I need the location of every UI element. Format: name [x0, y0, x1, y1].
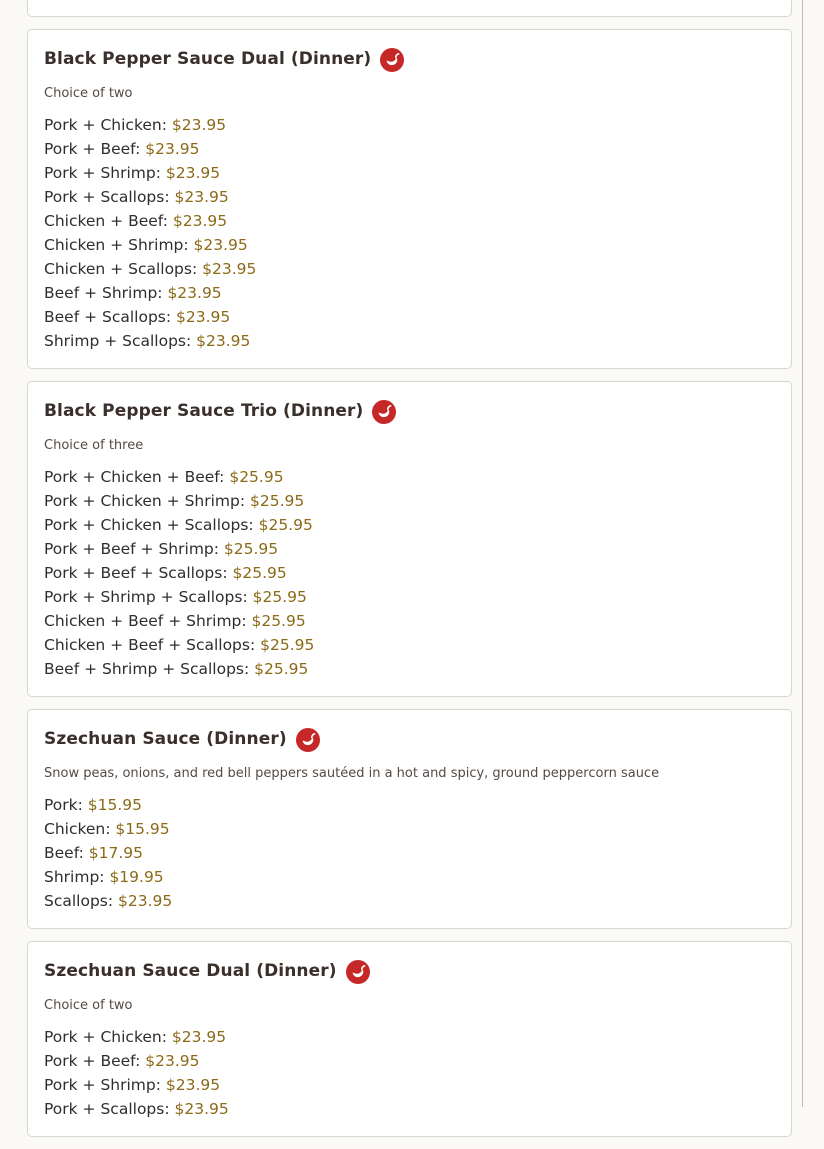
price-item-label: Chicken + Shrimp: — [44, 236, 194, 254]
price-item-label: Pork + Beef + Shrimp: — [44, 540, 224, 558]
price-item-price: $23.95 — [167, 284, 222, 302]
page-right-border — [802, 0, 803, 1107]
menu-card — [27, 709, 792, 929]
price-item-price: $25.95 — [232, 564, 287, 582]
price-item-label: Pork + Chicken + Shrimp: — [44, 492, 250, 510]
price-item — [44, 841, 775, 865]
price-item — [44, 305, 775, 329]
price-item-price: $23.95 — [196, 332, 251, 350]
price-item — [44, 609, 775, 633]
menu-card — [27, 381, 792, 697]
price-item-label: Pork: — [44, 796, 88, 814]
price-item-price: $15.95 — [115, 820, 170, 838]
price-item-price: $25.95 — [252, 588, 307, 606]
price-item-price: $23.95 — [165, 164, 221, 182]
price-item-price: $23.95 — [172, 212, 228, 230]
price-item-label: Pork + Beef: — [44, 140, 146, 158]
price-item-price: $25.95 — [251, 612, 306, 630]
price-item — [44, 465, 775, 489]
menu-section-list — [27, 0, 792, 1149]
price-item-price: $23.95 — [174, 188, 229, 206]
card-title: Szechuan Sauce Dual (Dinner) — [44, 961, 337, 981]
price-item-price: $19.95 — [109, 868, 164, 886]
card-description: Choice of three — [44, 438, 144, 453]
price-item-price: $23.95 — [145, 140, 200, 158]
menu-card — [27, 941, 792, 1137]
price-item-price: $23.95 — [202, 260, 257, 278]
price-item-label: Beef: — [44, 844, 89, 862]
price-item-price: $25.95 — [250, 492, 305, 510]
price-item-label: Chicken + Beef + Shrimp: — [44, 612, 252, 630]
price-item — [44, 513, 775, 537]
menu-card — [27, 29, 792, 369]
price-item-price: $25.95 — [223, 540, 279, 558]
price-item — [44, 489, 775, 513]
price-list — [44, 113, 775, 353]
price-item-label: Beef + Shrimp: — [44, 284, 168, 302]
price-item-label: Pork + Scallops: — [44, 188, 175, 206]
price-item — [44, 1097, 775, 1121]
price-item-price: $23.95 — [193, 236, 248, 254]
card-header — [44, 45, 775, 73]
card-title: Szechuan Sauce (Dinner) — [44, 729, 287, 749]
price-item-price: $25.95 — [260, 636, 315, 654]
price-item — [44, 233, 775, 257]
card-description: Snow peas, onions, and red bell peppers sautéed in a hot and spicy, ground peppercorn sauce — [44, 766, 660, 781]
price-item-label: Pork + Shrimp: — [44, 1076, 166, 1094]
price-item-label: Pork + Beef + Scallops: — [44, 564, 233, 582]
price-item — [44, 561, 775, 585]
price-item-price: $23.95 — [176, 308, 231, 326]
price-item-price: $25.95 — [254, 660, 309, 678]
price-item — [44, 793, 775, 817]
price-item-label: Pork + Shrimp: — [44, 164, 166, 182]
price-item — [44, 1073, 775, 1097]
price-item — [44, 1049, 775, 1073]
price-item-label: Pork + Chicken: — [44, 116, 172, 134]
price-list — [44, 793, 775, 913]
price-item-label: Beef + Scallops: — [44, 308, 177, 326]
price-item-label: Chicken: — [44, 820, 116, 838]
card-description: Choice of two — [44, 998, 133, 1013]
price-item — [44, 209, 775, 233]
price-item — [44, 865, 775, 889]
price-item — [44, 657, 775, 681]
price-item-label: Chicken + Beef: — [44, 212, 173, 230]
price-item-label: Scallops: — [44, 892, 119, 910]
price-item-price: $25.95 — [258, 516, 313, 534]
chili-pepper-icon — [372, 400, 396, 424]
card-title: Black Pepper Sauce Dual (Dinner) — [44, 49, 372, 69]
price-item — [44, 161, 775, 185]
price-item-label: Pork + Chicken + Beef: — [44, 468, 230, 486]
price-item-price: $17.95 — [88, 844, 144, 862]
price-item — [44, 817, 775, 841]
price-item-label: Pork + Beef: — [44, 1052, 146, 1070]
price-item — [44, 185, 775, 209]
price-item-price: $23.95 — [145, 1052, 200, 1070]
price-item-price: $23.95 — [174, 1100, 229, 1118]
card-header — [44, 725, 775, 753]
price-item-label: Pork + Shrimp + Scallops: — [44, 588, 253, 606]
price-item-label: Pork + Chicken + Scallops: — [44, 516, 259, 534]
price-item — [44, 633, 775, 657]
price-item-label: Shrimp: — [44, 868, 110, 886]
price-item — [44, 537, 775, 561]
price-item-label: Shrimp + Scallops: — [44, 332, 197, 350]
price-item-label: Beef + Shrimp + Scallops: — [44, 660, 255, 678]
chili-pepper-icon — [296, 728, 320, 752]
price-list — [44, 465, 775, 681]
price-item-price: $15.95 — [87, 796, 143, 814]
card-description: Choice of two — [44, 86, 133, 101]
price-item-label: Pork + Chicken: — [44, 1028, 172, 1046]
price-item-label: Chicken + Beef + Scallops: — [44, 636, 261, 654]
chili-pepper-icon — [346, 960, 370, 984]
price-item-price: $25.95 — [229, 468, 284, 486]
price-item-price: $23.95 — [171, 116, 227, 134]
price-item — [44, 113, 775, 137]
price-item-price: $23.95 — [171, 1028, 227, 1046]
price-item-label: Pork + Scallops: — [44, 1100, 175, 1118]
price-item — [44, 257, 775, 281]
chili-pepper-icon — [380, 48, 404, 72]
card-header — [44, 397, 775, 425]
price-item — [44, 889, 775, 913]
price-item — [44, 1025, 775, 1049]
price-item-price: $23.95 — [118, 892, 173, 910]
price-item-label: Chicken + Scallops: — [44, 260, 203, 278]
card-header — [44, 957, 775, 985]
price-item — [44, 281, 775, 305]
price-item — [44, 137, 775, 161]
price-item-price: $23.95 — [165, 1076, 221, 1094]
price-item — [44, 585, 775, 609]
menu-card-partial — [27, 0, 792, 17]
card-title: Black Pepper Sauce Trio (Dinner) — [44, 401, 364, 421]
price-item — [44, 329, 775, 353]
